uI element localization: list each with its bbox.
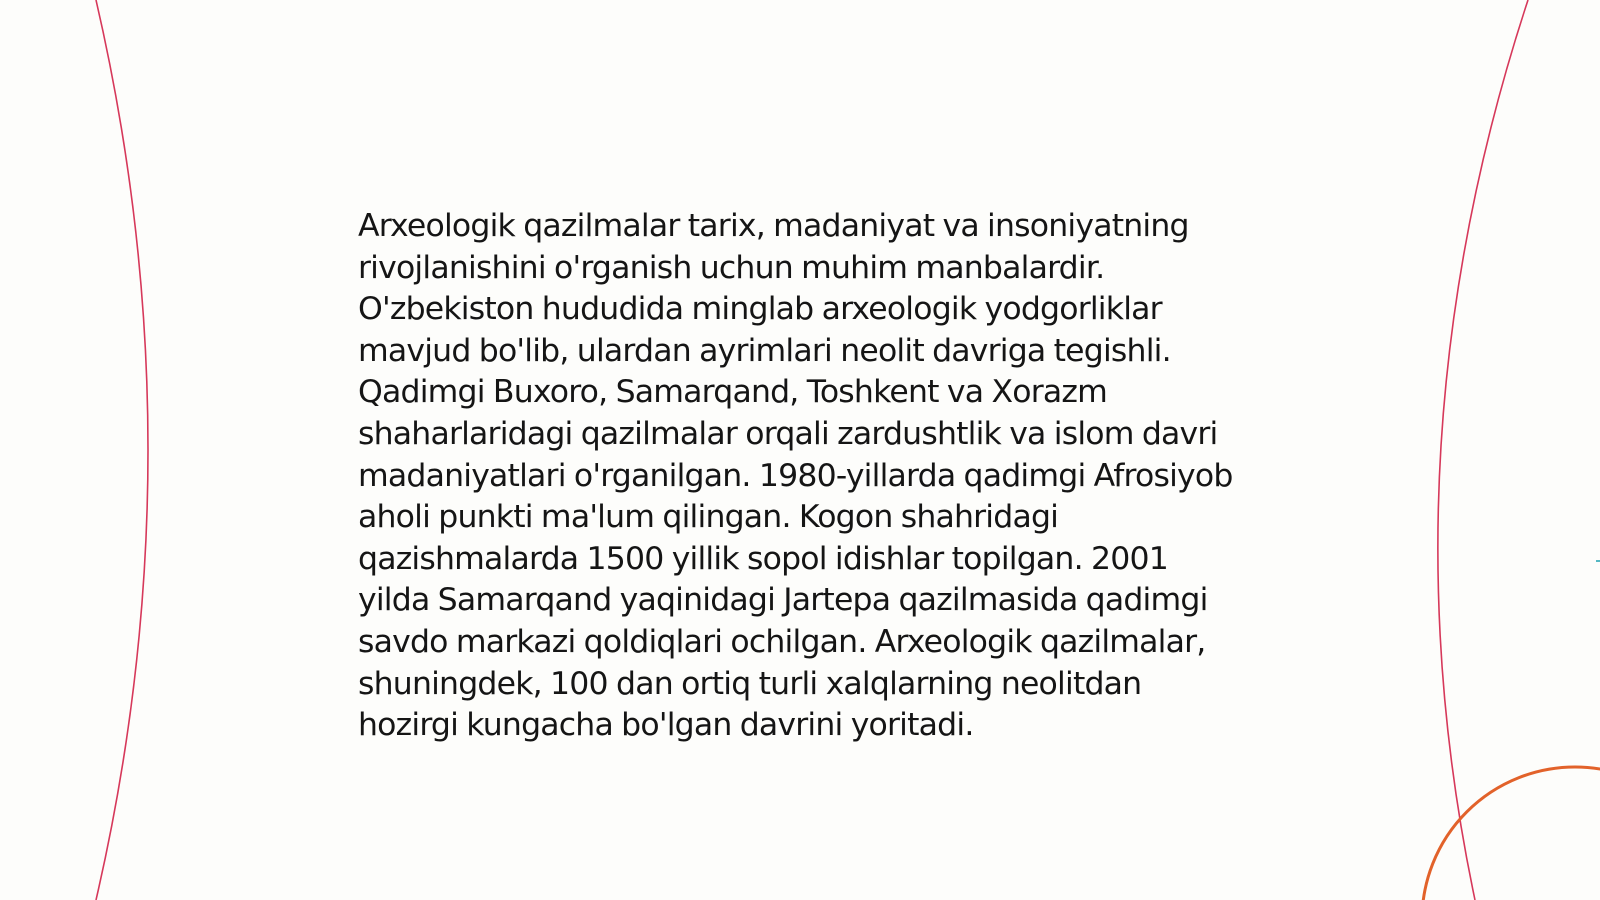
orange-accent-arc	[1422, 767, 1600, 900]
left-curve-line	[96, 0, 148, 900]
body-paragraph: Arxeologik qazilmalar tarix, madaniyat va insoniyatning rivojlanishini o'rganish uchun muhim manbalardir. O'zbekiston hududida minglab arxeologik yodgorliklar mavjud bo'lib, ulardan ayrimlari neolit davriga tegishli. Qadimgi Buxoro, Samarqand, Toshkent va Xorazm shaharlaridagi qazilmalar orqali zardushtlik va islom davri madaniyatlari o'rganilgan. 1980-yillarda qadimgi Afrosiyob aholi punkti ma'lum qilingan. Kogon shahridagi qazishmalarda 1500 yillik sopol idishlar topilgan. 2001 yilda Samarqand yaqinidagi Jartepa qazilmasida qadimgi savdo markazi qoldiqlari ochilgan. Arxeologik qazilmalar, shuningdek, 100 dan ortiq turli xalqlarning neolitdan hozirgi kungacha bo'lgan davrini yoritadi.	[358, 208, 1233, 744]
right-curve-line	[1438, 0, 1528, 900]
